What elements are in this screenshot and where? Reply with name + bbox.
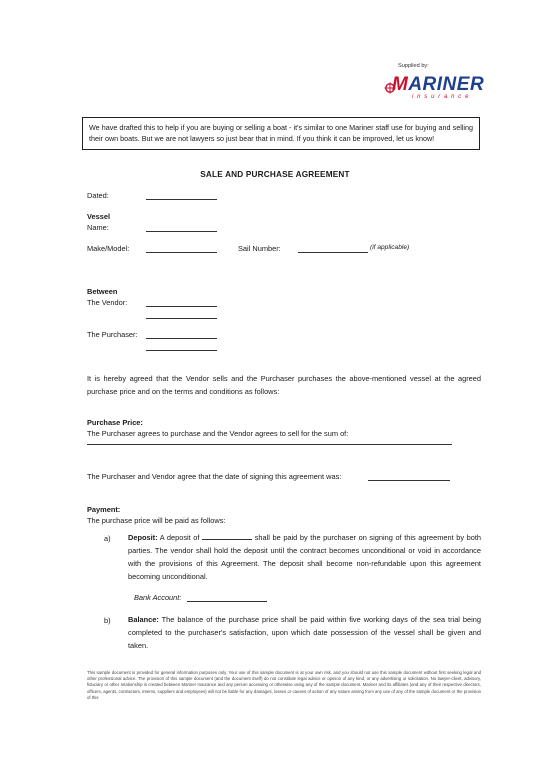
purchaser-field-2[interactable] — [146, 350, 217, 351]
item-a-letter: a) — [104, 534, 111, 543]
name-label: Name: — [87, 223, 109, 232]
balance-text: The balance of the purchase price shall be paid within five working days of the sea trial being completed to the purchaser's satisfaction, upon which date possession of the vessel shall be given and taken. — [128, 615, 482, 650]
vendor-field-1[interactable] — [146, 306, 217, 307]
logo-rest: ARINER — [408, 74, 485, 95]
deposit-clause — [128, 531, 481, 583]
dated-field[interactable] — [146, 199, 217, 200]
deposit-amount-field[interactable] — [202, 532, 252, 540]
logo-first-letter: M — [392, 74, 409, 95]
if-applicable-note: (if applicable) — [370, 244, 410, 251]
logo-wordmark — [392, 74, 484, 96]
sail-number-label: Sail Number: — [238, 244, 281, 253]
bank-account-field[interactable] — [187, 601, 267, 602]
vessel-heading: Vessel — [87, 212, 111, 221]
vendor-field-2[interactable] — [146, 318, 217, 319]
deposit-text-1: A deposit of — [159, 533, 200, 542]
sail-number-field[interactable] — [298, 252, 368, 253]
deposit-term: Deposit: — [128, 533, 158, 542]
between-heading: Between — [87, 287, 118, 296]
purchase-price-heading: Purchase Price: — [87, 418, 143, 427]
bank-account-label: Bank Account: — [134, 593, 182, 602]
mariner-insurance-logo — [382, 74, 485, 104]
purchaser-field-1[interactable] — [146, 338, 217, 339]
balance-term: Balance: — [128, 615, 159, 624]
vendor-label: The Vendor: — [87, 298, 128, 307]
make-model-label: Make/Model: — [87, 244, 130, 253]
logo-subtitle: insurance — [412, 94, 473, 100]
supplied-by-label: Supplied by: — [398, 63, 429, 69]
make-model-field[interactable] — [146, 252, 217, 253]
payment-heading: Payment: — [87, 505, 121, 514]
name-field[interactable] — [146, 231, 217, 232]
purchaser-label: The Purchaser: — [87, 330, 138, 339]
payment-intro: The purchase price will be paid as follows: — [87, 516, 226, 525]
balance-clause — [128, 613, 481, 652]
agreement-paragraph: It is hereby agreed that the Vendor sells and the Purchaser purchases the above-mentioned vessel at the agreed purchase price and on the terms and conditions as follows: — [87, 374, 481, 396]
disclaimer-footer: This sample document is provided for general information purposes only. Your use of this sample document is at your own risk, and you should not use this sample document without first seeking legal and other professional advice. The provision of this sample document (and the document itself) do not constitute legal advice or opinion of any kind, or any advertising or solicitation. No lawyer-client, advisory, fiduciary or other relationship is created between Mariner Insurance and any person accessing or otherwise using any of the sample document. Mariner and its affiliates (and any of their respective directors, officers, agents, contractors, interns, suppliers and employees) will not be liable for any damages, losses or causes of action of any nature arising from any use of any of the sample document or the provision of this — [87, 670, 481, 700]
dated-label: Dated: — [87, 191, 109, 200]
deposit-text-2: shall be paid by the purchaser on signing of this agreement by both parties. The vendor shall hold the deposit until the contract becomes unconditional or void in accordance with the provisions of this Agreement. The deposit shall become non-refundable upon this agreement becoming unconditional. — [128, 533, 482, 581]
notice-box: We have drafted this to help if you are buying or selling a boat - it's similar to one Mariner staff use for buying and selling their own boats. But we are not lawyers so just bear that in mind. If you think it can be improved, let us know! — [82, 117, 480, 150]
document-title: SALE AND PURCHASE AGREEMENT — [200, 170, 350, 179]
purchase-price-text: The Purchaser agrees to purchase and the Vendor agrees to sell for the sum of: — [87, 429, 349, 438]
item-b-letter: b) — [104, 616, 111, 625]
date-signing-text: The Purchaser and Vendor agree that the date of signing this agreement was: — [87, 472, 342, 481]
date-signing-field[interactable] — [368, 480, 450, 481]
purchase-price-field[interactable] — [87, 444, 452, 445]
